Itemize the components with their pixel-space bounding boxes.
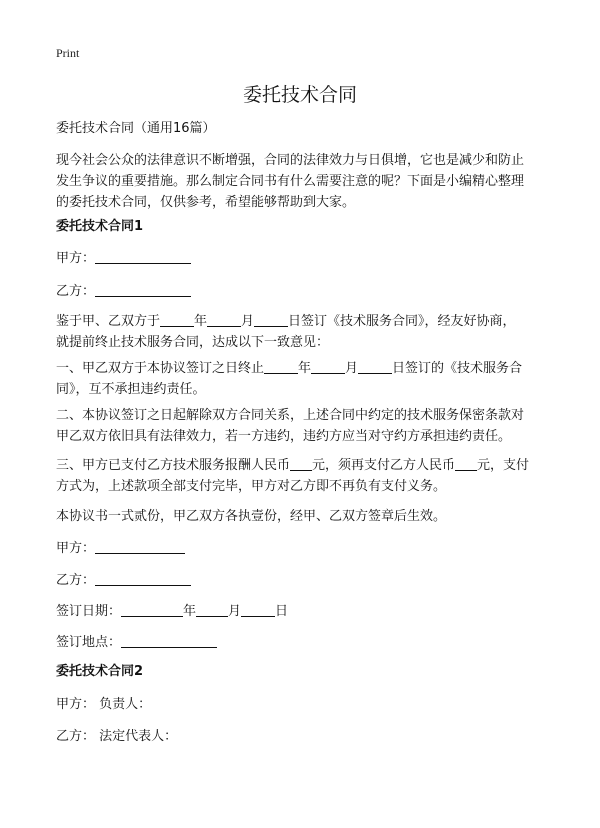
paragraph-2-line-2: 同》，互不承担违约责任。 [56,382,206,397]
intro-line-3: 的委托技术合同，仅供参考，希望能够帮助到大家。 [56,195,356,210]
p4-text-c: 元，支付 [477,458,530,473]
sign-date-label: 签订日期： [56,604,122,619]
document-title: 委托技术合同 [242,84,357,106]
paragraph-4-line-1 [56,455,556,476]
p2-year-blank [264,359,298,374]
document-subtitle: 委托技术合同（通用16篇） [56,121,216,136]
contract-2-party-b: 乙方： 法定代表人： [56,729,178,744]
paragraph-3-line-1: 二、本协议签订之日起解除双方合同关系，上述合同中约定的技术服务保密条款对 [56,408,525,423]
p2-month-blank [311,359,345,374]
contract-2-party-a: 甲方： 负责人： [56,697,152,712]
p4-amount-due-blank [455,456,477,471]
p1-day: 日签订《技术服务合同》，经友好协商， [288,314,516,329]
p4-text-a: 三、甲方已支付乙方技术服务报酬人民币 [56,458,291,473]
paragraph-2-line-1 [56,358,556,379]
p1-year: 年 [194,314,208,329]
contract-1-heading: 委托技术合同1 [56,219,144,234]
paragraph-4-line-2: 方式为，上述款项全部支付完毕，甲方对乙方即不再负有支付义务。 [56,479,447,494]
p2-text-a: 一、甲乙双方于本协议签订之日终止 [56,361,265,376]
p1-day-blank [254,312,288,327]
party-a-line [56,248,556,269]
paragraph-5: 本协议书一式贰份，甲乙双方各执壹份，经甲、乙双方签章后生效。 [56,509,447,524]
print-link[interactable]: Print [56,46,80,60]
sign-party-a-label: 甲方： [56,541,96,556]
paragraph-1-line-1 [56,311,556,332]
sign-date-month-blank [196,602,228,617]
sign-party-b-blank [95,571,191,586]
sign-party-a-line [56,538,556,559]
p2-month: 月 [345,361,359,376]
sign-date-year-blank [121,602,183,617]
contract-2-heading: 委托技术合同2 [56,664,144,679]
party-a-label: 甲方： [56,251,96,266]
sign-party-b-label: 乙方： [56,573,96,588]
p2-day: 日签订的《技术服务合 [392,361,523,376]
p1-text-a: 鉴于甲、乙双方于 [56,314,161,329]
p4-amount-paid-blank [290,456,312,471]
paragraph-3-line-2: 甲乙双方依旧具有法律效力，若一方违约，违约方应当对守约方承担违约责任。 [56,429,512,444]
sign-party-a-blank [95,539,185,554]
p1-month: 月 [241,314,255,329]
sign-date-month: 月 [228,604,242,619]
sign-date-year: 年 [183,604,197,619]
sign-date-day-blank [241,602,275,617]
party-b-line [56,281,556,302]
intro-line-2: 发生争议的重要措施。那么制定合同书有什么需要注意的呢？下面是小编精心整理 [56,174,525,189]
intro-line-1: 现今社会公众的法律意识不断增强，合同的法律效力与日俱增，它也是减少和防止 [56,153,525,168]
p4-text-b: 元，须再支付乙方人民币 [312,458,456,473]
party-b-blank [95,282,191,297]
paragraph-1-line-2: 就提前终止技术服务合同，达成以下一致意见： [56,335,330,350]
sign-date-day: 日 [275,604,289,619]
p1-year-blank [160,312,194,327]
sign-place-label: 签订地点： [56,635,122,650]
sign-place-line [56,632,556,653]
sign-place-blank [121,633,217,648]
p2-year: 年 [298,361,312,376]
party-a-blank [95,249,191,264]
sign-date-line [56,601,556,622]
p2-day-blank [358,359,392,374]
p1-month-blank [207,312,241,327]
sign-party-b-line [56,570,556,591]
party-b-label: 乙方： [56,284,96,299]
